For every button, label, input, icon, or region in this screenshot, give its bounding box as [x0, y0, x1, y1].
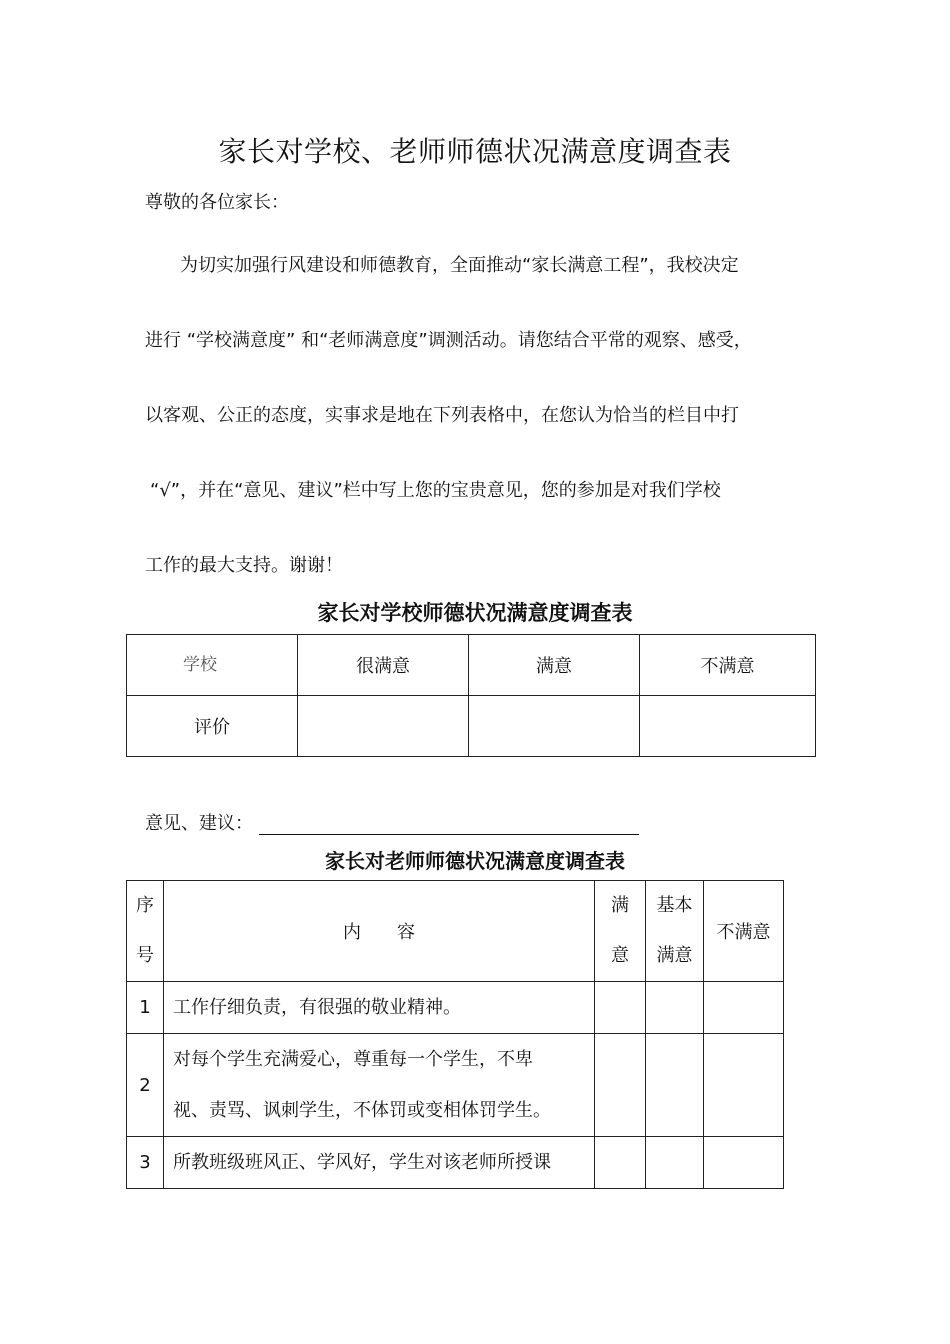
table-row	[127, 1137, 784, 1189]
teacher-satisfaction-table	[126, 880, 784, 1189]
table-row	[127, 982, 784, 1034]
table-row	[127, 635, 816, 696]
school-table-title: 家长对学校师德状况满意度调查表	[317, 601, 633, 625]
table-row	[127, 881, 784, 982]
suggestion-label: 意见、建议：	[145, 813, 253, 834]
intro-line-5: 工作的最大支持。谢谢！	[145, 555, 343, 576]
index-header-bottom: 号	[136, 945, 154, 966]
intro-line-4: “√”，并在“意见、建议”栏中写上您的宝贵意见，您的参加是对我们学校	[150, 480, 721, 501]
satisfied-header-bottom: 意	[611, 945, 629, 966]
satisfied-cell[interactable]	[469, 696, 640, 757]
satisfied-header: 满意	[469, 635, 640, 696]
row-content-line-1: 对每个学生充满爱心，尊重每一个学生，不卑	[173, 1049, 533, 1070]
row-index: 3	[127, 1137, 164, 1189]
table-row	[127, 696, 816, 757]
row-content: 工作仔细负责，有很强的敬业精神。	[164, 982, 595, 1034]
index-header	[127, 881, 164, 982]
unsatisfied-cell[interactable]	[704, 1034, 784, 1137]
suggestion-input-line[interactable]	[259, 816, 639, 835]
row-content-line-2: 视、责骂、讽刺学生，不体罚或变相体罚学生。	[173, 1100, 551, 1121]
row-content: 所教班级班风正、学风好，学生对该老师所授课	[164, 1137, 595, 1189]
unsatisfied-header: 不满意	[704, 881, 784, 982]
row-content	[164, 1034, 595, 1137]
basic-satisfied-cell[interactable]	[646, 982, 704, 1034]
unsatisfied-cell[interactable]	[640, 696, 816, 757]
school-header-cell	[127, 635, 298, 696]
school-satisfaction-table	[126, 634, 816, 757]
satisfied-header-top: 满	[611, 895, 629, 916]
suggestion-line	[145, 809, 639, 835]
table-row	[127, 1034, 784, 1137]
row-index: 2	[127, 1034, 164, 1137]
basic-header-bottom: 满意	[656, 945, 693, 966]
school-label: 学校	[183, 654, 217, 675]
teacher-table-title: 家长对老师师德状况满意度调查表	[325, 849, 625, 873]
intro-line-3: 以客观、公正的态度，实事求是地在下列表格中，在您认为恰当的栏目中打	[145, 405, 739, 426]
basic-header-top: 基本	[656, 895, 693, 916]
basic-satisfied-cell[interactable]	[646, 1137, 704, 1189]
satisfied-cell[interactable]	[595, 1034, 646, 1137]
very-satisfied-header: 很满意	[298, 635, 469, 696]
greeting: 尊敬的各位家长：	[145, 192, 289, 213]
very-satisfied-cell[interactable]	[298, 696, 469, 757]
intro-line-1: 为切实加强行风建设和师德教育，全面推动“家长满意工程”，我校决定	[180, 255, 739, 276]
satisfied-cell[interactable]	[595, 982, 646, 1034]
unsatisfied-cell[interactable]	[704, 1137, 784, 1189]
content-header: 内 容	[164, 881, 595, 982]
unsatisfied-header: 不满意	[640, 635, 816, 696]
unsatisfied-cell[interactable]	[704, 982, 784, 1034]
basic-satisfied-header	[646, 881, 704, 982]
satisfied-header	[595, 881, 646, 982]
intro-line-2: 进行 “学校满意度” 和“老师满意度”调测活动。请您结合平常的观察、感受，	[145, 330, 752, 351]
page-title: 家长对学校、老师师德状况满意度调查表	[218, 135, 732, 168]
basic-satisfied-cell[interactable]	[646, 1034, 704, 1137]
row-index: 1	[127, 982, 164, 1034]
satisfied-cell[interactable]	[595, 1137, 646, 1189]
evaluation-label: 评价	[127, 696, 298, 757]
index-header-top: 序	[136, 895, 154, 916]
